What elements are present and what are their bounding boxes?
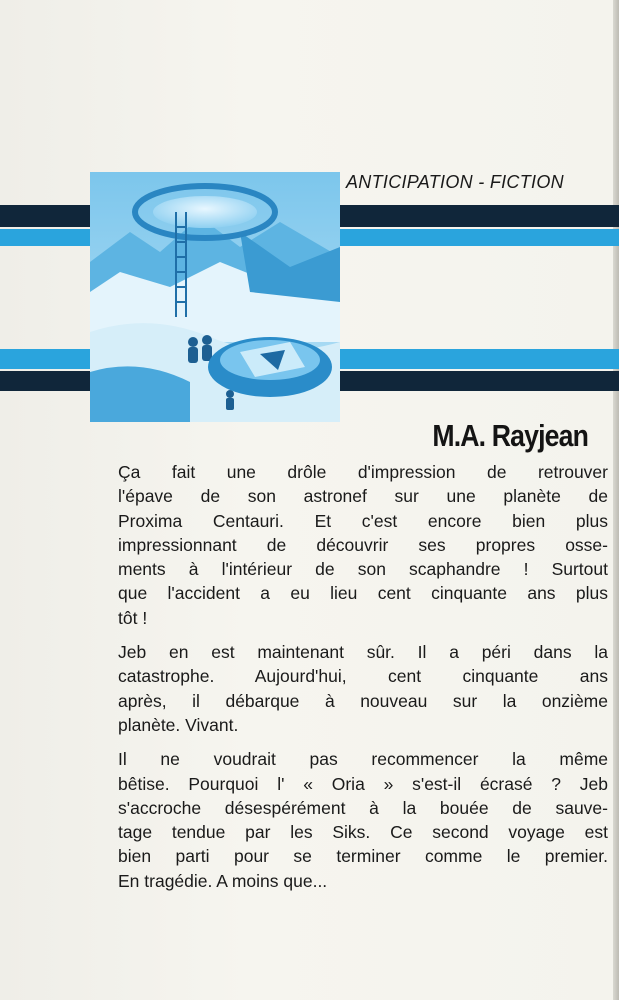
blurb-line: impressionnant de découvrir ses propres osse- bbox=[118, 534, 608, 555]
blurb-line: catastrophe. Aujourd'hui, cent cinquante ans bbox=[118, 666, 608, 687]
series-label: ANTICIPATION - FICTION bbox=[346, 172, 564, 192]
cover-edge bbox=[613, 0, 619, 1000]
blurb-line: planète. Vivant. bbox=[118, 714, 239, 735]
author-name: M.A. Rayjean bbox=[432, 418, 588, 453]
blurb-line: bêtise. Pourquoi l' « Oria » s'est-il écrasé ? Jeb bbox=[118, 773, 608, 794]
blurb-line: que l'accident a eu lieu cent cinquante ans plus bbox=[118, 583, 608, 604]
blurb-text bbox=[118, 460, 608, 903]
cover-illustration bbox=[90, 172, 340, 422]
blurb-line: tôt ! bbox=[118, 607, 148, 628]
blurb-line: s'accroche désespérément à la bouée de sauve- bbox=[118, 797, 608, 818]
blurb-line: tage tendue par les Siks. Ce second voyage est bbox=[118, 822, 608, 843]
blurb-paragraph-2 bbox=[118, 640, 608, 737]
blurb-paragraph-1 bbox=[118, 460, 608, 630]
blurb-line: bien parti pour se terminer comme le premier. bbox=[118, 846, 608, 867]
blurb-line: Ça fait une drôle d'impression de retrouver bbox=[118, 462, 608, 482]
blurb-line: Proxima Centauri. Et c'est encore bien plus bbox=[118, 510, 608, 531]
blurb-line: ments à l'intérieur de son scaphandre ! Surtout bbox=[118, 559, 608, 580]
blurb-line: Jeb en est maintenant sûr. Il a péri dans la bbox=[118, 642, 608, 663]
blurb-line: après, il débarque à nouveau sur la onzième bbox=[118, 690, 608, 711]
astronaut-scene-illustration bbox=[90, 172, 340, 422]
blurb-line: Il ne voudrait pas recommencer la même bbox=[118, 749, 608, 770]
blurb-line: En tragédie. A moins que... bbox=[118, 870, 328, 891]
blurb-paragraph-3 bbox=[118, 747, 608, 893]
blurb-line: l'épave de son astronef sur une planète de bbox=[118, 486, 608, 507]
